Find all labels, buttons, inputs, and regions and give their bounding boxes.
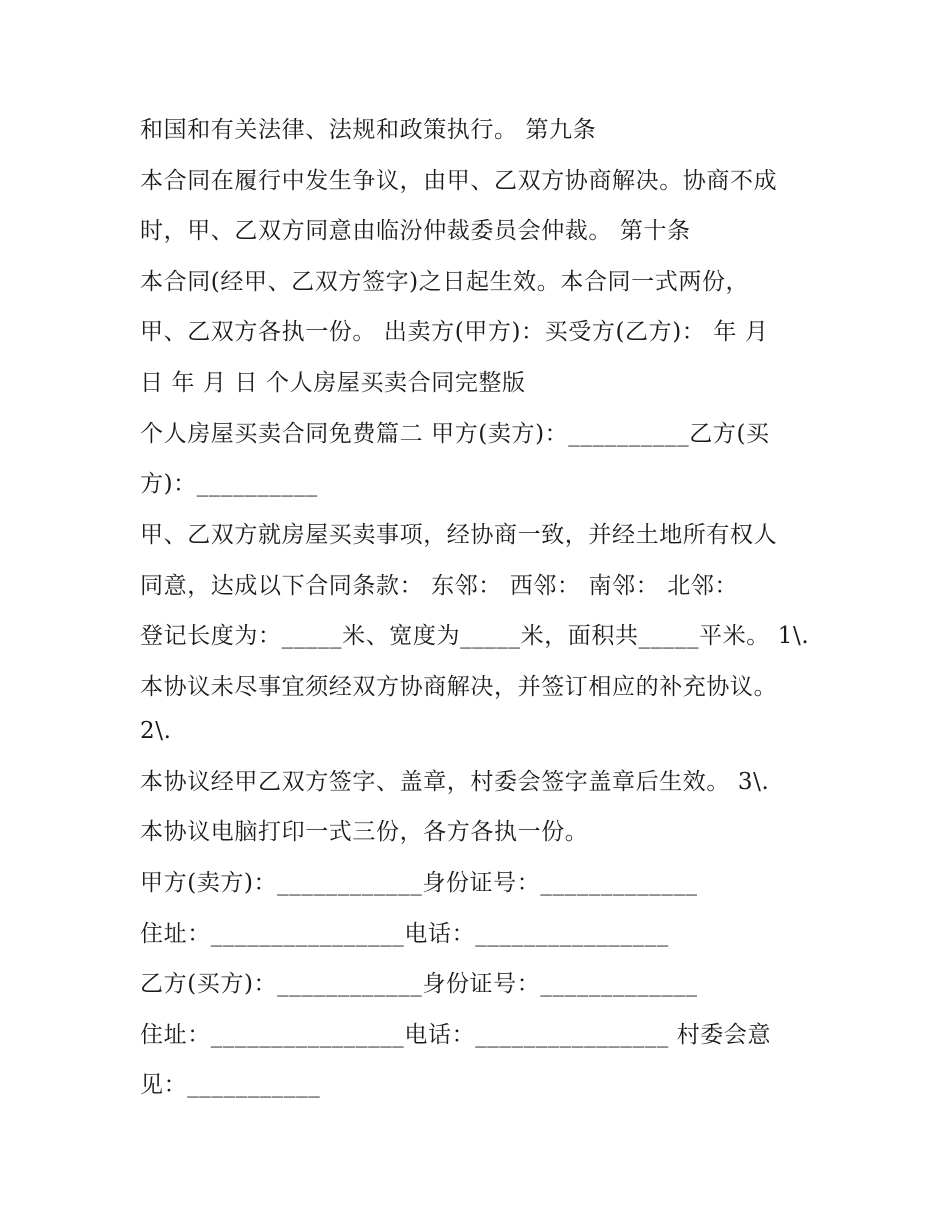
text-line-2: 本合同在履行中发生争议，由甲、乙双方协商解决。协商不成 [140,168,778,194]
text-line-5: 甲、乙双方各执一份。 出卖方(甲方)：买受方(乙方)： 年 月 [140,319,769,345]
text-line-19: 住址：________________电话：________________ 村委会意 [140,1022,772,1048]
text-line-18: 乙方(买方)：____________身份证号：_____________ [140,971,698,997]
text-line-1: 和国和有关法律、法规和政策执行。 第九条 [140,117,597,143]
text-line-6: 日 年 月 日 个人房屋买卖合同完整版 [140,370,526,396]
text-line-15: 本协议电脑打印一式三份，各方各执一份。 [140,819,589,845]
text-line-12: 本协议未尽事宜须经双方协商解决，并签订相应的补充协议。 [140,674,778,700]
text-line-8: 方)：__________ [140,471,318,497]
text-line-4: 本合同(经甲、乙双方签字)之日起生效。本合同一式两份， [140,269,750,295]
text-line-16: 甲方(卖方)：____________身份证号：_____________ [140,870,698,896]
text-line-13: 2\. [140,718,172,744]
text-line-3: 时，甲、乙双方同意由临汾仲裁委员会仲裁。 第十条 [140,218,691,244]
text-line-7: 个人房屋买卖合同免费篇二 甲方(卖方)：__________乙方(买 [140,421,770,447]
text-line-10: 同意，达成以下合同条款： 东邻： 西邻： 南邻： 北邻： [140,573,739,599]
text-line-9: 甲、乙双方就房屋买卖事项，经协商一致，并经土地所有权人 [140,522,778,548]
text-line-14: 本协议经甲乙双方签字、盖章，村委会签字盖章后生效。 3\. [140,769,770,795]
text-line-17: 住址：________________电话：________________ [140,921,669,947]
text-line-11: 登记长度为：_____米、宽度为_____米，面积共_____平米。 1\. [140,623,810,649]
text-line-20: 见：___________ [140,1072,321,1098]
